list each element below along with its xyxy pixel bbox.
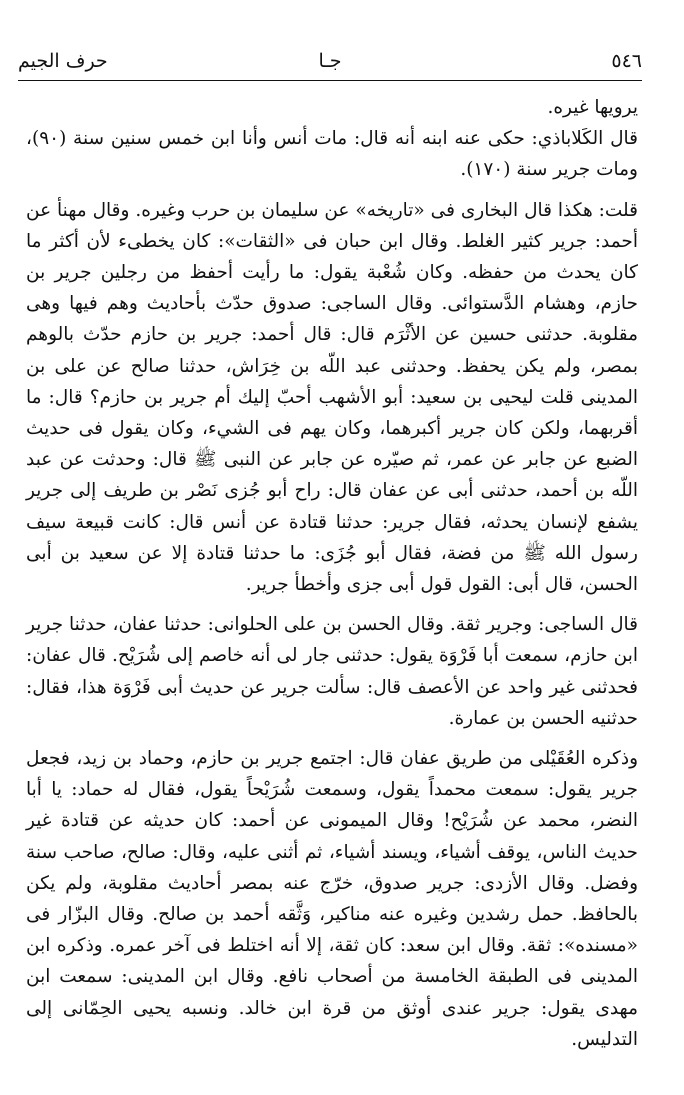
page-header bbox=[18, 44, 642, 81]
volume-marker: جـا bbox=[318, 50, 342, 72]
paragraph-saji: قال الساجى: وجرير ثقة. وقال الحسن بن على الحلوانى: حدثنا عفان، حدثنا جرير ابن حازم، سمعت أبا فَرْوَة يقول: حدثنى جار لى أنه خاصم إلى شُرَيْح. قال عفان: فحدثنى غير واحد عن الأعصف قال: سألت جرير عن حديث أبى فَرْوَة هذا، فقال: حدثنيه الحسن بن عمارة. bbox=[26, 614, 638, 729]
page-number: ٥٤٦ bbox=[611, 50, 642, 72]
page-body bbox=[26, 92, 638, 1055]
paragraph-uqayli: وذكره العُقَيْلى من طريق عفان قال: اجتمع جرير بن حازم، وحماد بن زيد، فجعل جرير يقول: سمعت محمداً يقول، وسمعت شُرَيْحاً يقول، فقال له حماد: يا أبا النضر، محمد عن شُرَيْح! وقال الميمونى عن أحمد: كان حديثه عن قتادة غير حديث الناس، يوقف أشياء، ويسند أشياء، ثم أثنى عليه، وقال: صالح، صاحب سنة وفضل. وقال الأزدى: جرير صدوق، خرّج عنه بمصر أحاديث مقلوبة، ولم يكن بالحافظ. حمل رشدين وغيره عنه مناكير، وَثَّقه أحمد بن صالح. وقال البزّار فى «مسنده»: ثقة. وقال ابن سعد: كان ثقة، إلا أنه اختلط فى آخر عمره. وذكره ابن المدينى فى الطبقة الخامسة من أصحاب نافع. وقال ابن المدينى: سمعت ابن مهدى يقول: جرير عندى أوثق من قرة ابن خالد. ونسبه يحيى الحِمّانى إلى التدليس. bbox=[26, 748, 638, 1050]
paragraph-continuation: يرويها غيره. bbox=[547, 97, 638, 118]
running-title: حرف الجيم bbox=[18, 50, 108, 72]
paragraph-commentary: قلت: هكذا قال البخارى فى «تاريخه» عن سليمان بن حرب وغيره. وقال مهنأ عن أحمد: جرير كثير الغلط. وقال ابن حبان فى «الثقات»: كان يخطىء لأن أكثر ما كان يحدث من حفظه. وكان شُعْبة يقول: ما رأيت أحفظ من رجلين جرير بن حازم، وهشام الدَّستوائى. وقال الساجى: صدوق حدّث بأحاديث وهم فيها وهى مقلوبة. حدثنى حسين عن الأثْرَم قال: قال أحمد: جرير بن حازم حدّث بالوهم بمصر، ولم يكن يحفظ. وحدثنى عبد اللّه بن خِرَاش، حدثنا صالح عن على بن المدينى قلت ليحيى بن سعيد: أبو الأشهب أحبّ إليك أم جرير بن حازم؟ قال: ما أقربهما، ولكن كان جرير أكبرهما، وكان يهم فى الشيء، وكان يقول فى حديث الضبع عن جابر عن عمر، ثم صيّره عن جابر عن النبى ﷺ قال: وحدثت عن عبد اللّه بن أحمد، حدثنى أبى عن عفان قال: راح أبو جُزى نَصْر بن طريف إلى جرير يشفع لإنسان يحدثه، فقال جرير: حدثنا قتادة عن أنس قال: كانت قبيعة سيف رسول الله ﷺ من فضة، فقال أبو جُزَى: ما حدثنا قتادة إلا عن سعيد بن أبى الحسن، قال أبى: القول قول أبى جزى وأخطأ جرير. bbox=[26, 199, 638, 596]
paragraph-kalabadhi: قال الكَلاباذي: حكى عنه ابنه أنه قال: مات أنس وأنا ابن خمس سنين سنة (٩٠)، ومات جرير سنة (١٧٠). bbox=[26, 128, 638, 181]
